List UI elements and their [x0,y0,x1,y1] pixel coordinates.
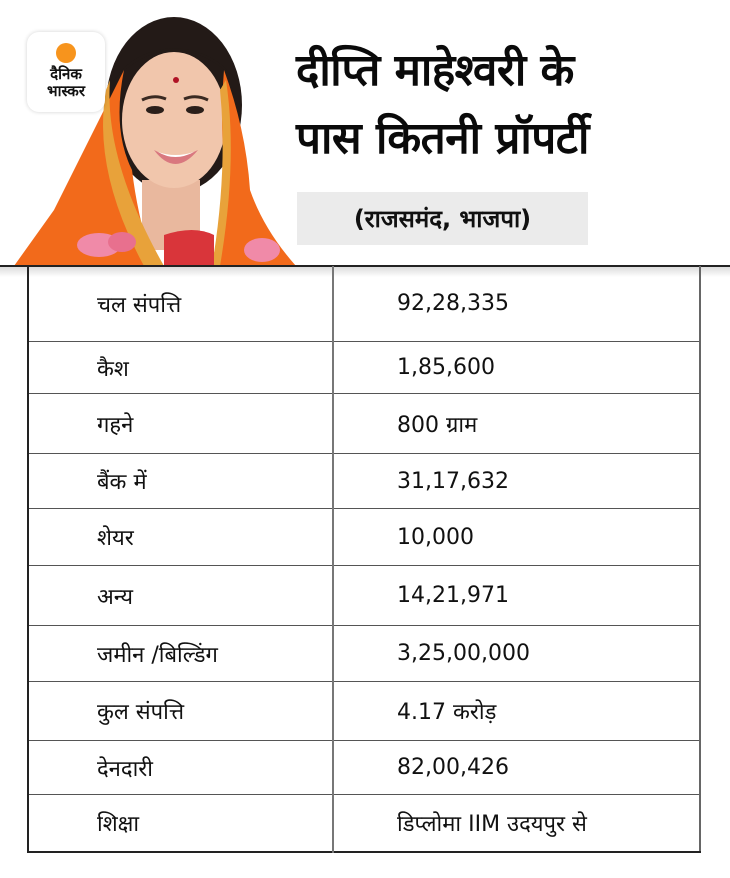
row-value: 1,85,600 [333,342,700,394]
row-label: कैश [28,342,333,394]
row-label: चल संपत्ति [28,266,333,342]
table-row [28,741,700,795]
table-row [28,454,700,509]
row-value: 4.17 करोड़ [333,682,700,741]
table-row [28,795,700,853]
logo-text-line1: दैनिक [50,65,82,83]
title-line2: पास कितनी प्रॉपर्टी [296,113,589,164]
table-row [28,682,700,741]
table-row [28,566,700,626]
subtitle-badge [297,192,588,245]
table-row [28,266,700,342]
row-value: 14,21,971 [333,566,700,626]
row-label: अन्य [28,566,333,626]
row-value: डिप्लोमा IIM उदयपुर से [333,795,700,853]
row-value: 92,28,335 [397,291,509,316]
sun-dot-icon [56,43,76,63]
row-value: 800 ग्राम [333,394,700,454]
row-value: 3,25,00,000 [333,626,700,682]
row-value: 10,000 [333,509,700,566]
row-label: शेयर [28,509,333,566]
row-value: 31,17,632 [333,454,700,509]
row-value: 82,00,426 [333,741,700,795]
row-label: देनदारी [28,741,333,795]
table-row [28,342,700,394]
row-label: कुल संपत्ति [28,682,333,741]
table-row [28,394,700,454]
row-label: गहने [28,394,333,454]
dainik-bhaskar-logo [27,32,105,112]
table-row [28,509,700,566]
row-label: जमीन /बिल्डिंग [28,626,333,682]
table-row [28,626,700,682]
row-label: बैंक में [28,454,333,509]
row-label: शिक्षा [28,795,333,853]
title-line1: दीप्ति माहेश्वरी के [296,45,574,96]
constituency-party: (राजसमंद, भाजपा) [353,205,532,233]
asset-table [27,266,701,853]
logo-text-line2: भास्कर [47,82,85,100]
page-title [296,37,716,173]
header [0,0,730,266]
